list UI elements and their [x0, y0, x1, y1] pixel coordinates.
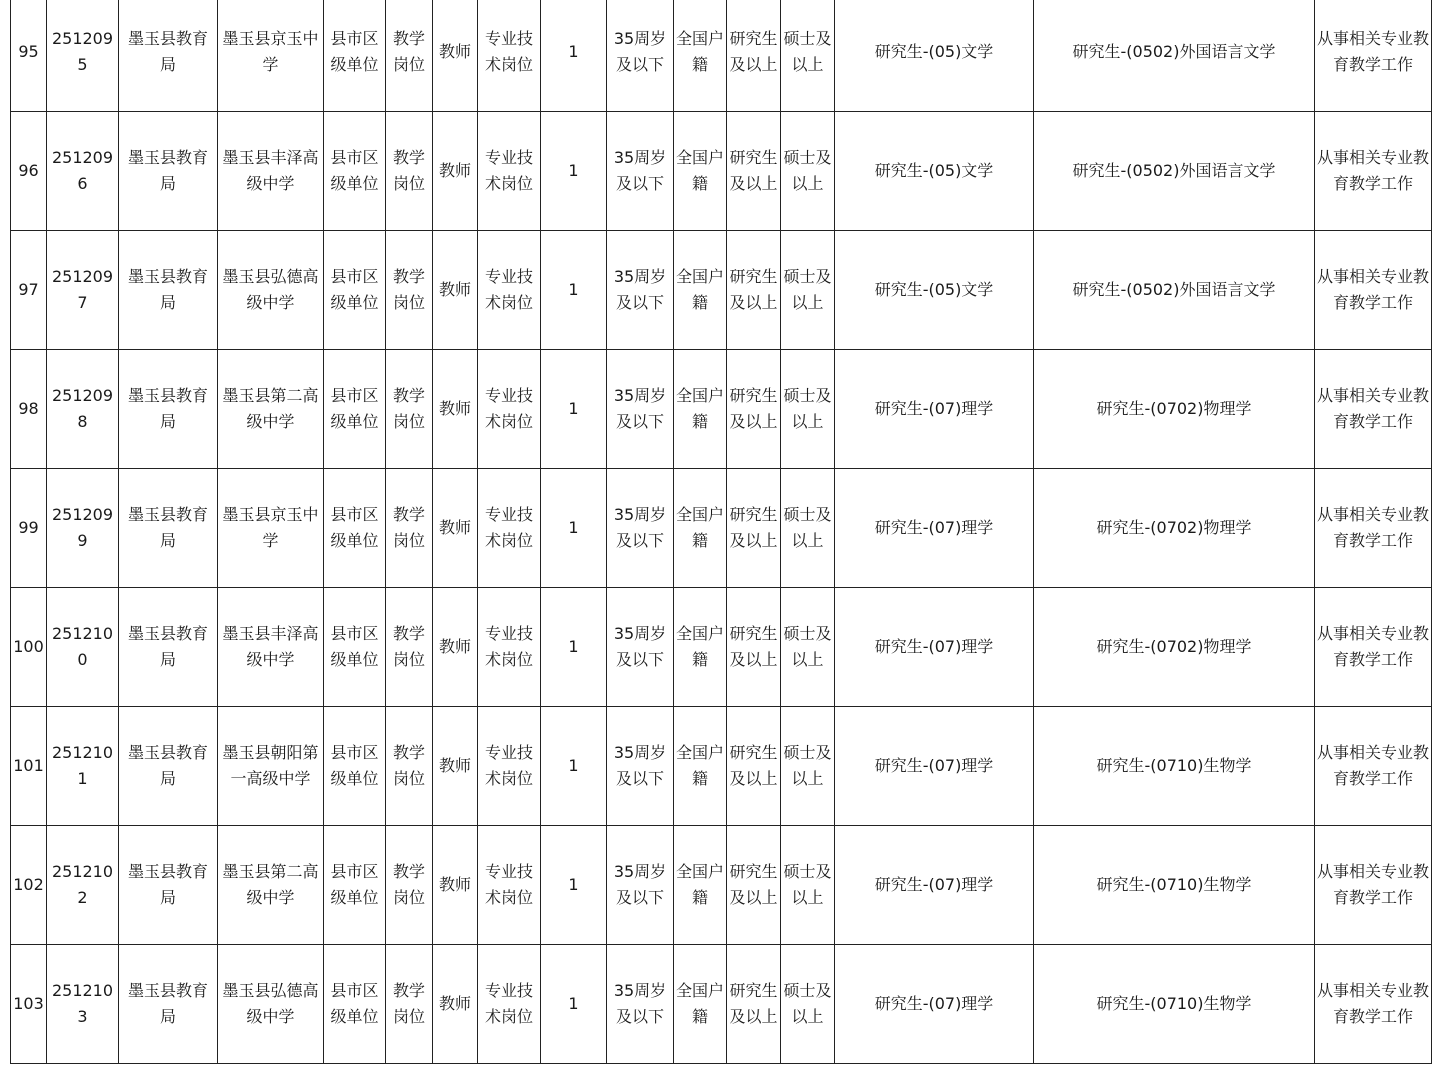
unit-level-cell: 县市区级单位	[324, 0, 386, 112]
department-cell: 墨玉县教育局	[119, 707, 218, 826]
age-cell: 35周岁及以下	[607, 469, 674, 588]
seq-cell: 103	[11, 945, 47, 1064]
unit-level-cell: 县市区级单位	[324, 112, 386, 231]
post-code-cell: 2512101	[47, 707, 119, 826]
post-category-cell: 专业技术岗位	[478, 350, 541, 469]
other-requirement-cell: 从事相关专业教育教学工作	[1315, 350, 1432, 469]
major-category-cell: 研究生-(07)理学	[835, 350, 1034, 469]
seq-cell: 97	[11, 231, 47, 350]
unit-level-cell: 县市区级单位	[324, 231, 386, 350]
other-requirement-cell: 从事相关专业教育教学工作	[1315, 112, 1432, 231]
unit-cell: 墨玉县弘德高级中学	[218, 945, 324, 1064]
other-requirement-cell: 从事相关专业教育教学工作	[1315, 231, 1432, 350]
department-cell: 墨玉县教育局	[119, 469, 218, 588]
other-requirement-cell: 从事相关专业教育教学工作	[1315, 826, 1432, 945]
table-row	[11, 469, 1432, 588]
major-category-cell: 研究生-(07)理学	[835, 707, 1034, 826]
education-cell: 研究生及以上	[727, 0, 781, 112]
education-cell: 研究生及以上	[727, 588, 781, 707]
post-name-cell: 教师	[433, 231, 478, 350]
table-row	[11, 231, 1432, 350]
education-cell: 研究生及以上	[727, 231, 781, 350]
unit-cell: 墨玉县丰泽高级中学	[218, 588, 324, 707]
unit-level-cell: 县市区级单位	[324, 707, 386, 826]
department-cell: 墨玉县教育局	[119, 945, 218, 1064]
major-cell: 研究生-(0502)外国语言文学	[1034, 112, 1315, 231]
major-category-cell: 研究生-(07)理学	[835, 945, 1034, 1064]
degree-cell: 硕士及以上	[781, 350, 835, 469]
unit-level-cell: 县市区级单位	[324, 350, 386, 469]
post-code-cell: 2512098	[47, 350, 119, 469]
post-type-cell: 教学岗位	[386, 469, 433, 588]
unit-cell: 墨玉县弘德高级中学	[218, 231, 324, 350]
table-body	[11, 0, 1432, 1064]
seq-cell: 102	[11, 826, 47, 945]
post-type-cell: 教学岗位	[386, 0, 433, 112]
education-cell: 研究生及以上	[727, 350, 781, 469]
unit-cell: 墨玉县第二高级中学	[218, 826, 324, 945]
seq-cell: 98	[11, 350, 47, 469]
major-cell: 研究生-(0702)物理学	[1034, 588, 1315, 707]
major-category-cell: 研究生-(07)理学	[835, 826, 1034, 945]
age-cell: 35周岁及以下	[607, 588, 674, 707]
headcount-cell: 1	[541, 945, 607, 1064]
post-code-cell: 2512102	[47, 826, 119, 945]
post-type-cell: 教学岗位	[386, 945, 433, 1064]
age-cell: 35周岁及以下	[607, 945, 674, 1064]
post-code-cell: 2512099	[47, 469, 119, 588]
post-type-cell: 教学岗位	[386, 707, 433, 826]
hukou-cell: 全国户籍	[674, 350, 727, 469]
other-requirement-cell: 从事相关专业教育教学工作	[1315, 945, 1432, 1064]
degree-cell: 硕士及以上	[781, 112, 835, 231]
seq-cell: 99	[11, 469, 47, 588]
education-cell: 研究生及以上	[727, 707, 781, 826]
age-cell: 35周岁及以下	[607, 707, 674, 826]
recruitment-table-sheet	[10, 0, 1432, 1064]
post-type-cell: 教学岗位	[386, 112, 433, 231]
age-cell: 35周岁及以下	[607, 231, 674, 350]
hukou-cell: 全国户籍	[674, 588, 727, 707]
post-category-cell: 专业技术岗位	[478, 707, 541, 826]
major-category-cell: 研究生-(05)文学	[835, 112, 1034, 231]
age-cell: 35周岁及以下	[607, 112, 674, 231]
degree-cell: 硕士及以上	[781, 707, 835, 826]
major-cell: 研究生-(0502)外国语言文学	[1034, 0, 1315, 112]
post-name-cell: 教师	[433, 588, 478, 707]
degree-cell: 硕士及以上	[781, 0, 835, 112]
post-code-cell: 2512095	[47, 0, 119, 112]
headcount-cell: 1	[541, 0, 607, 112]
post-category-cell: 专业技术岗位	[478, 588, 541, 707]
table-row	[11, 826, 1432, 945]
headcount-cell: 1	[541, 112, 607, 231]
table-row	[11, 707, 1432, 826]
post-name-cell: 教师	[433, 826, 478, 945]
unit-level-cell: 县市区级单位	[324, 945, 386, 1064]
other-requirement-cell: 从事相关专业教育教学工作	[1315, 469, 1432, 588]
post-category-cell: 专业技术岗位	[478, 469, 541, 588]
seq-cell: 101	[11, 707, 47, 826]
age-cell: 35周岁及以下	[607, 350, 674, 469]
major-cell: 研究生-(0702)物理学	[1034, 350, 1315, 469]
major-cell: 研究生-(0502)外国语言文学	[1034, 231, 1315, 350]
education-cell: 研究生及以上	[727, 945, 781, 1064]
degree-cell: 硕士及以上	[781, 469, 835, 588]
hukou-cell: 全国户籍	[674, 707, 727, 826]
post-category-cell: 专业技术岗位	[478, 826, 541, 945]
headcount-cell: 1	[541, 469, 607, 588]
table-row	[11, 945, 1432, 1064]
department-cell: 墨玉县教育局	[119, 0, 218, 112]
hukou-cell: 全国户籍	[674, 0, 727, 112]
department-cell: 墨玉县教育局	[119, 231, 218, 350]
table-row	[11, 112, 1432, 231]
post-name-cell: 教师	[433, 350, 478, 469]
age-cell: 35周岁及以下	[607, 826, 674, 945]
seq-cell: 95	[11, 0, 47, 112]
unit-cell: 墨玉县京玉中学	[218, 469, 324, 588]
post-name-cell: 教师	[433, 945, 478, 1064]
unit-level-cell: 县市区级单位	[324, 588, 386, 707]
table-row	[11, 588, 1432, 707]
post-category-cell: 专业技术岗位	[478, 112, 541, 231]
hukou-cell: 全国户籍	[674, 112, 727, 231]
post-type-cell: 教学岗位	[386, 231, 433, 350]
post-name-cell: 教师	[433, 112, 478, 231]
major-cell: 研究生-(0710)生物学	[1034, 826, 1315, 945]
post-category-cell: 专业技术岗位	[478, 231, 541, 350]
post-name-cell: 教师	[433, 707, 478, 826]
major-cell: 研究生-(0710)生物学	[1034, 707, 1315, 826]
unit-cell: 墨玉县京玉中学	[218, 0, 324, 112]
unit-cell: 墨玉县朝阳第一高级中学	[218, 707, 324, 826]
unit-level-cell: 县市区级单位	[324, 469, 386, 588]
post-code-cell: 2512100	[47, 588, 119, 707]
post-code-cell: 2512103	[47, 945, 119, 1064]
unit-cell: 墨玉县丰泽高级中学	[218, 112, 324, 231]
unit-level-cell: 县市区级单位	[324, 826, 386, 945]
table-row	[11, 350, 1432, 469]
unit-cell: 墨玉县第二高级中学	[218, 350, 324, 469]
hukou-cell: 全国户籍	[674, 469, 727, 588]
hukou-cell: 全国户籍	[674, 945, 727, 1064]
seq-cell: 100	[11, 588, 47, 707]
hukou-cell: 全国户籍	[674, 231, 727, 350]
department-cell: 墨玉县教育局	[119, 112, 218, 231]
major-category-cell: 研究生-(05)文学	[835, 231, 1034, 350]
post-code-cell: 2512096	[47, 112, 119, 231]
department-cell: 墨玉县教育局	[119, 826, 218, 945]
degree-cell: 硕士及以上	[781, 945, 835, 1064]
post-category-cell: 专业技术岗位	[478, 0, 541, 112]
post-type-cell: 教学岗位	[386, 350, 433, 469]
headcount-cell: 1	[541, 588, 607, 707]
major-category-cell: 研究生-(07)理学	[835, 588, 1034, 707]
education-cell: 研究生及以上	[727, 469, 781, 588]
other-requirement-cell: 从事相关专业教育教学工作	[1315, 588, 1432, 707]
table-row	[11, 0, 1432, 112]
major-category-cell: 研究生-(05)文学	[835, 0, 1034, 112]
education-cell: 研究生及以上	[727, 112, 781, 231]
post-category-cell: 专业技术岗位	[478, 945, 541, 1064]
headcount-cell: 1	[541, 826, 607, 945]
other-requirement-cell: 从事相关专业教育教学工作	[1315, 0, 1432, 112]
other-requirement-cell: 从事相关专业教育教学工作	[1315, 707, 1432, 826]
post-code-cell: 2512097	[47, 231, 119, 350]
headcount-cell: 1	[541, 707, 607, 826]
post-type-cell: 教学岗位	[386, 826, 433, 945]
seq-cell: 96	[11, 112, 47, 231]
headcount-cell: 1	[541, 231, 607, 350]
major-cell: 研究生-(0710)生物学	[1034, 945, 1315, 1064]
degree-cell: 硕士及以上	[781, 588, 835, 707]
recruitment-table	[10, 0, 1432, 1064]
age-cell: 35周岁及以下	[607, 0, 674, 112]
major-category-cell: 研究生-(07)理学	[835, 469, 1034, 588]
degree-cell: 硕士及以上	[781, 231, 835, 350]
department-cell: 墨玉县教育局	[119, 588, 218, 707]
degree-cell: 硕士及以上	[781, 826, 835, 945]
post-name-cell: 教师	[433, 0, 478, 112]
headcount-cell: 1	[541, 350, 607, 469]
education-cell: 研究生及以上	[727, 826, 781, 945]
major-cell: 研究生-(0702)物理学	[1034, 469, 1315, 588]
post-type-cell: 教学岗位	[386, 588, 433, 707]
post-name-cell: 教师	[433, 469, 478, 588]
hukou-cell: 全国户籍	[674, 826, 727, 945]
department-cell: 墨玉县教育局	[119, 350, 218, 469]
